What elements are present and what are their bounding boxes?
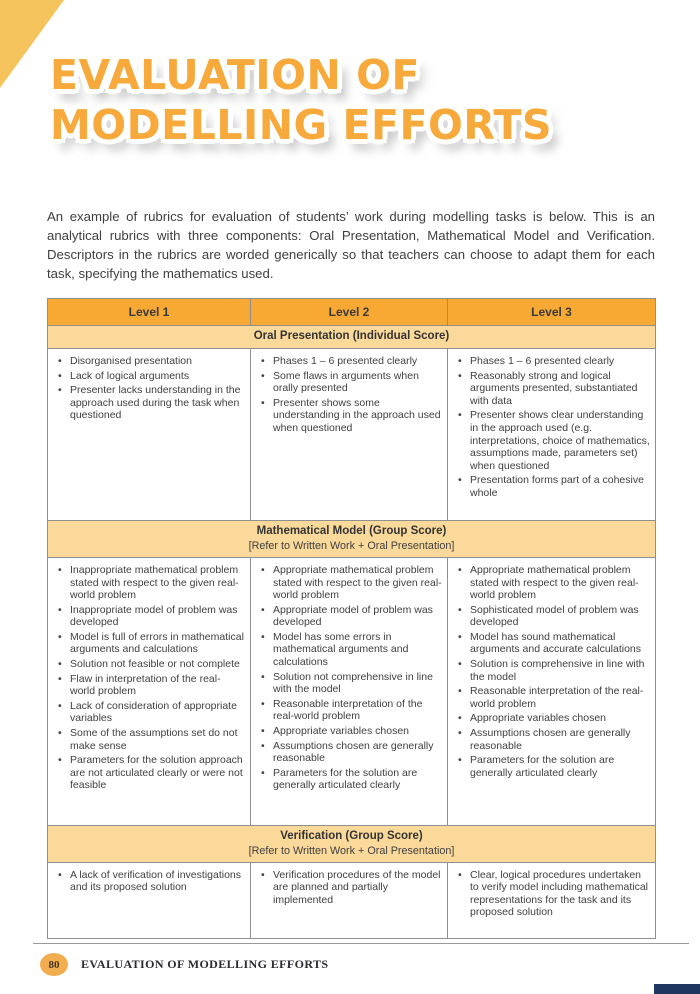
- rubric-bullet-item: • Phases 1 – 6 presented clearly: [455, 355, 650, 368]
- level-2-header: Level 2: [251, 299, 448, 326]
- oral-level2-cell: [251, 348, 448, 520]
- page-number-badge: 80: [40, 953, 68, 976]
- rubric-bullet-item: • Model has some errors in mathematical arguments and calculations: [258, 631, 442, 669]
- footer-rule: [33, 943, 689, 944]
- rubric-bullet-item: • Parameters for the solution are generally articulated clearly: [258, 767, 442, 792]
- rubric-bullet-item: • A lack of verification of investigations and its proposed solution: [55, 869, 245, 894]
- rubric-bullet-item: • Lack of consideration of appropriate variables: [55, 700, 245, 725]
- rubric-bullet-item: • Flaw in interpretation of the real-world problem: [55, 673, 245, 698]
- verification-level3-list: [455, 869, 650, 919]
- rubric-bullet-item: • Reasonable interpretation of the real-world problem: [455, 685, 650, 710]
- verification-level2-list: [258, 869, 442, 906]
- level-1-header: Level 1: [48, 299, 251, 326]
- math-level1-cell: [48, 557, 251, 825]
- section-band-oral-presentation: [48, 326, 656, 349]
- rubric-bullet-item: • Appropriate variables chosen: [455, 712, 650, 725]
- rubric-bullet-item: • Some of the assumptions set do not make sense: [55, 727, 245, 752]
- rubric-bullet-item: • Disorganised presentation: [55, 355, 245, 368]
- page-title: [50, 50, 552, 150]
- footer-title: EVALUATION OF MODELLING EFFORTS: [81, 957, 329, 971]
- page-footer: [40, 953, 328, 976]
- rubric-bullet-item: • Inappropriate model of problem was developed: [55, 604, 245, 629]
- oral-level3-cell: [448, 348, 656, 520]
- intro-paragraph: An example of rubrics for evaluation of students’ work during modelling tasks is below. This is an analytical rubrics with three components: Oral Presentation, Mathematical Model and Verification. Descriptors in the rubrics are worded generically so that teachers can choose to adapt them for each task, specifying the mathematics used.: [47, 209, 655, 281]
- rubric-bullet-item: • Appropriate model of problem was developed: [258, 604, 442, 629]
- rubric-bullet-item: • Phases 1 – 6 presented clearly: [258, 355, 442, 368]
- rubric-bullet-item: • Verification procedures of the model are planned and partially implemented: [258, 869, 442, 906]
- rubric-table: [47, 298, 656, 939]
- math-level3-list: [455, 564, 650, 780]
- section-band-mathematical-model-cell: [48, 520, 656, 557]
- math-level3-cell: [448, 557, 656, 825]
- verification-level1-cell: [48, 862, 251, 938]
- section-subtitle-verification: [Refer to Written Work + Oral Presentation]: [248, 844, 455, 857]
- oral-level3-list: [455, 355, 650, 500]
- rubric-bullet-item: • Presenter shows clear understanding in the approach used (e.g. interpretations, choice of mathematics, assumptions made, parameters set) when questioned: [455, 409, 650, 472]
- rubric-bullet-item: • Lack of logical arguments: [55, 370, 245, 383]
- verification-level1-list: [55, 869, 245, 894]
- page-title-line2: MODELLING EFFORTS: [50, 101, 553, 150]
- verification-level3-cell: [448, 862, 656, 938]
- rubric-bullet-item: • Appropriate mathematical problem stated with respect to the given real-world problem: [455, 564, 650, 602]
- section-band-verification-cell: [48, 825, 656, 862]
- rubric-bullet-item: • Presenter lacks understanding in the approach used during the task when questioned: [55, 384, 245, 422]
- section-title-mathematical-model: Mathematical Model (Group Score): [256, 524, 447, 537]
- section-band-oral-presentation-cell: [48, 326, 656, 349]
- bottom-right-navy-bar: [654, 984, 700, 994]
- oral-level2-list: [258, 355, 442, 435]
- rubric-bullet-item: • Clear, logical procedures undertaken to verify model including mathematical representations for the task and its proposed solution: [455, 869, 650, 919]
- oral-level1-list: [55, 355, 245, 422]
- rubric-bullet-item: • Solution not comprehensive in line with the model: [258, 671, 442, 696]
- rubric-bullet-item: • Appropriate mathematical problem stated with respect to the given real-world problem: [258, 564, 442, 602]
- rubric-bullet-item: • Model has sound mathematical arguments and accurate calculations: [455, 631, 650, 656]
- rubric-bullet-item: • Appropriate variables chosen: [258, 725, 442, 738]
- rubric-bullet-item: • Solution not feasible or not complete: [55, 658, 245, 671]
- rubric-bullet-item: • Presentation forms part of a cohesive whole: [455, 474, 650, 499]
- section-subtitle-mathematical-model: [Refer to Written Work + Oral Presentation]: [248, 539, 455, 552]
- rubric-bullet-item: • Some flaws in arguments when orally presented: [258, 370, 442, 395]
- level-3-header: Level 3: [448, 299, 656, 326]
- mathematical-model-row: [48, 557, 656, 825]
- section-title-verification: Verification (Group Score): [280, 829, 423, 842]
- rubric-bullet-item: • Reasonable interpretation of the real-world problem: [258, 698, 442, 723]
- section-band-verification: [48, 825, 656, 862]
- math-level2-cell: [251, 557, 448, 825]
- rubric-bullet-item: • Assumptions chosen are generally reasonable: [258, 740, 442, 765]
- rubric-bullet-item: • Parameters for the solution are generally articulated clearly: [455, 754, 650, 779]
- verification-row: [48, 862, 656, 938]
- rubric-bullet-item: • Parameters for the solution approach are not articulated clearly or were not feasible: [55, 754, 245, 792]
- rubric-bullet-item: • Model is full of errors in mathematical arguments and calculations: [55, 631, 245, 656]
- verification-level2-cell: [251, 862, 448, 938]
- section-band-mathematical-model: [48, 520, 656, 557]
- oral-presentation-row: [48, 348, 656, 520]
- rubric-bullet-item: • Reasonably strong and logical arguments presented, substantiated with data: [455, 370, 650, 408]
- section-title-oral-presentation: Oral Presentation (Individual Score): [253, 330, 450, 342]
- page-title-line1: EVALUATION OF: [50, 51, 420, 99]
- rubric-bullet-item: • Solution is comprehensive in line with the model: [455, 658, 650, 683]
- level-header-row: [48, 299, 656, 326]
- math-level1-list: [55, 564, 245, 792]
- math-level2-list: [258, 564, 442, 792]
- rubric-bullet-item: • Inappropriate mathematical problem stated with respect to the given real-world problem: [55, 564, 245, 602]
- rubric-bullet-item: • Assumptions chosen are generally reasonable: [455, 727, 650, 752]
- oral-level1-cell: [48, 348, 251, 520]
- rubric-bullet-item: • Presenter shows some understanding in the approach used when questioned: [258, 397, 442, 435]
- rubric-bullet-item: • Sophisticated model of problem was developed: [455, 604, 650, 629]
